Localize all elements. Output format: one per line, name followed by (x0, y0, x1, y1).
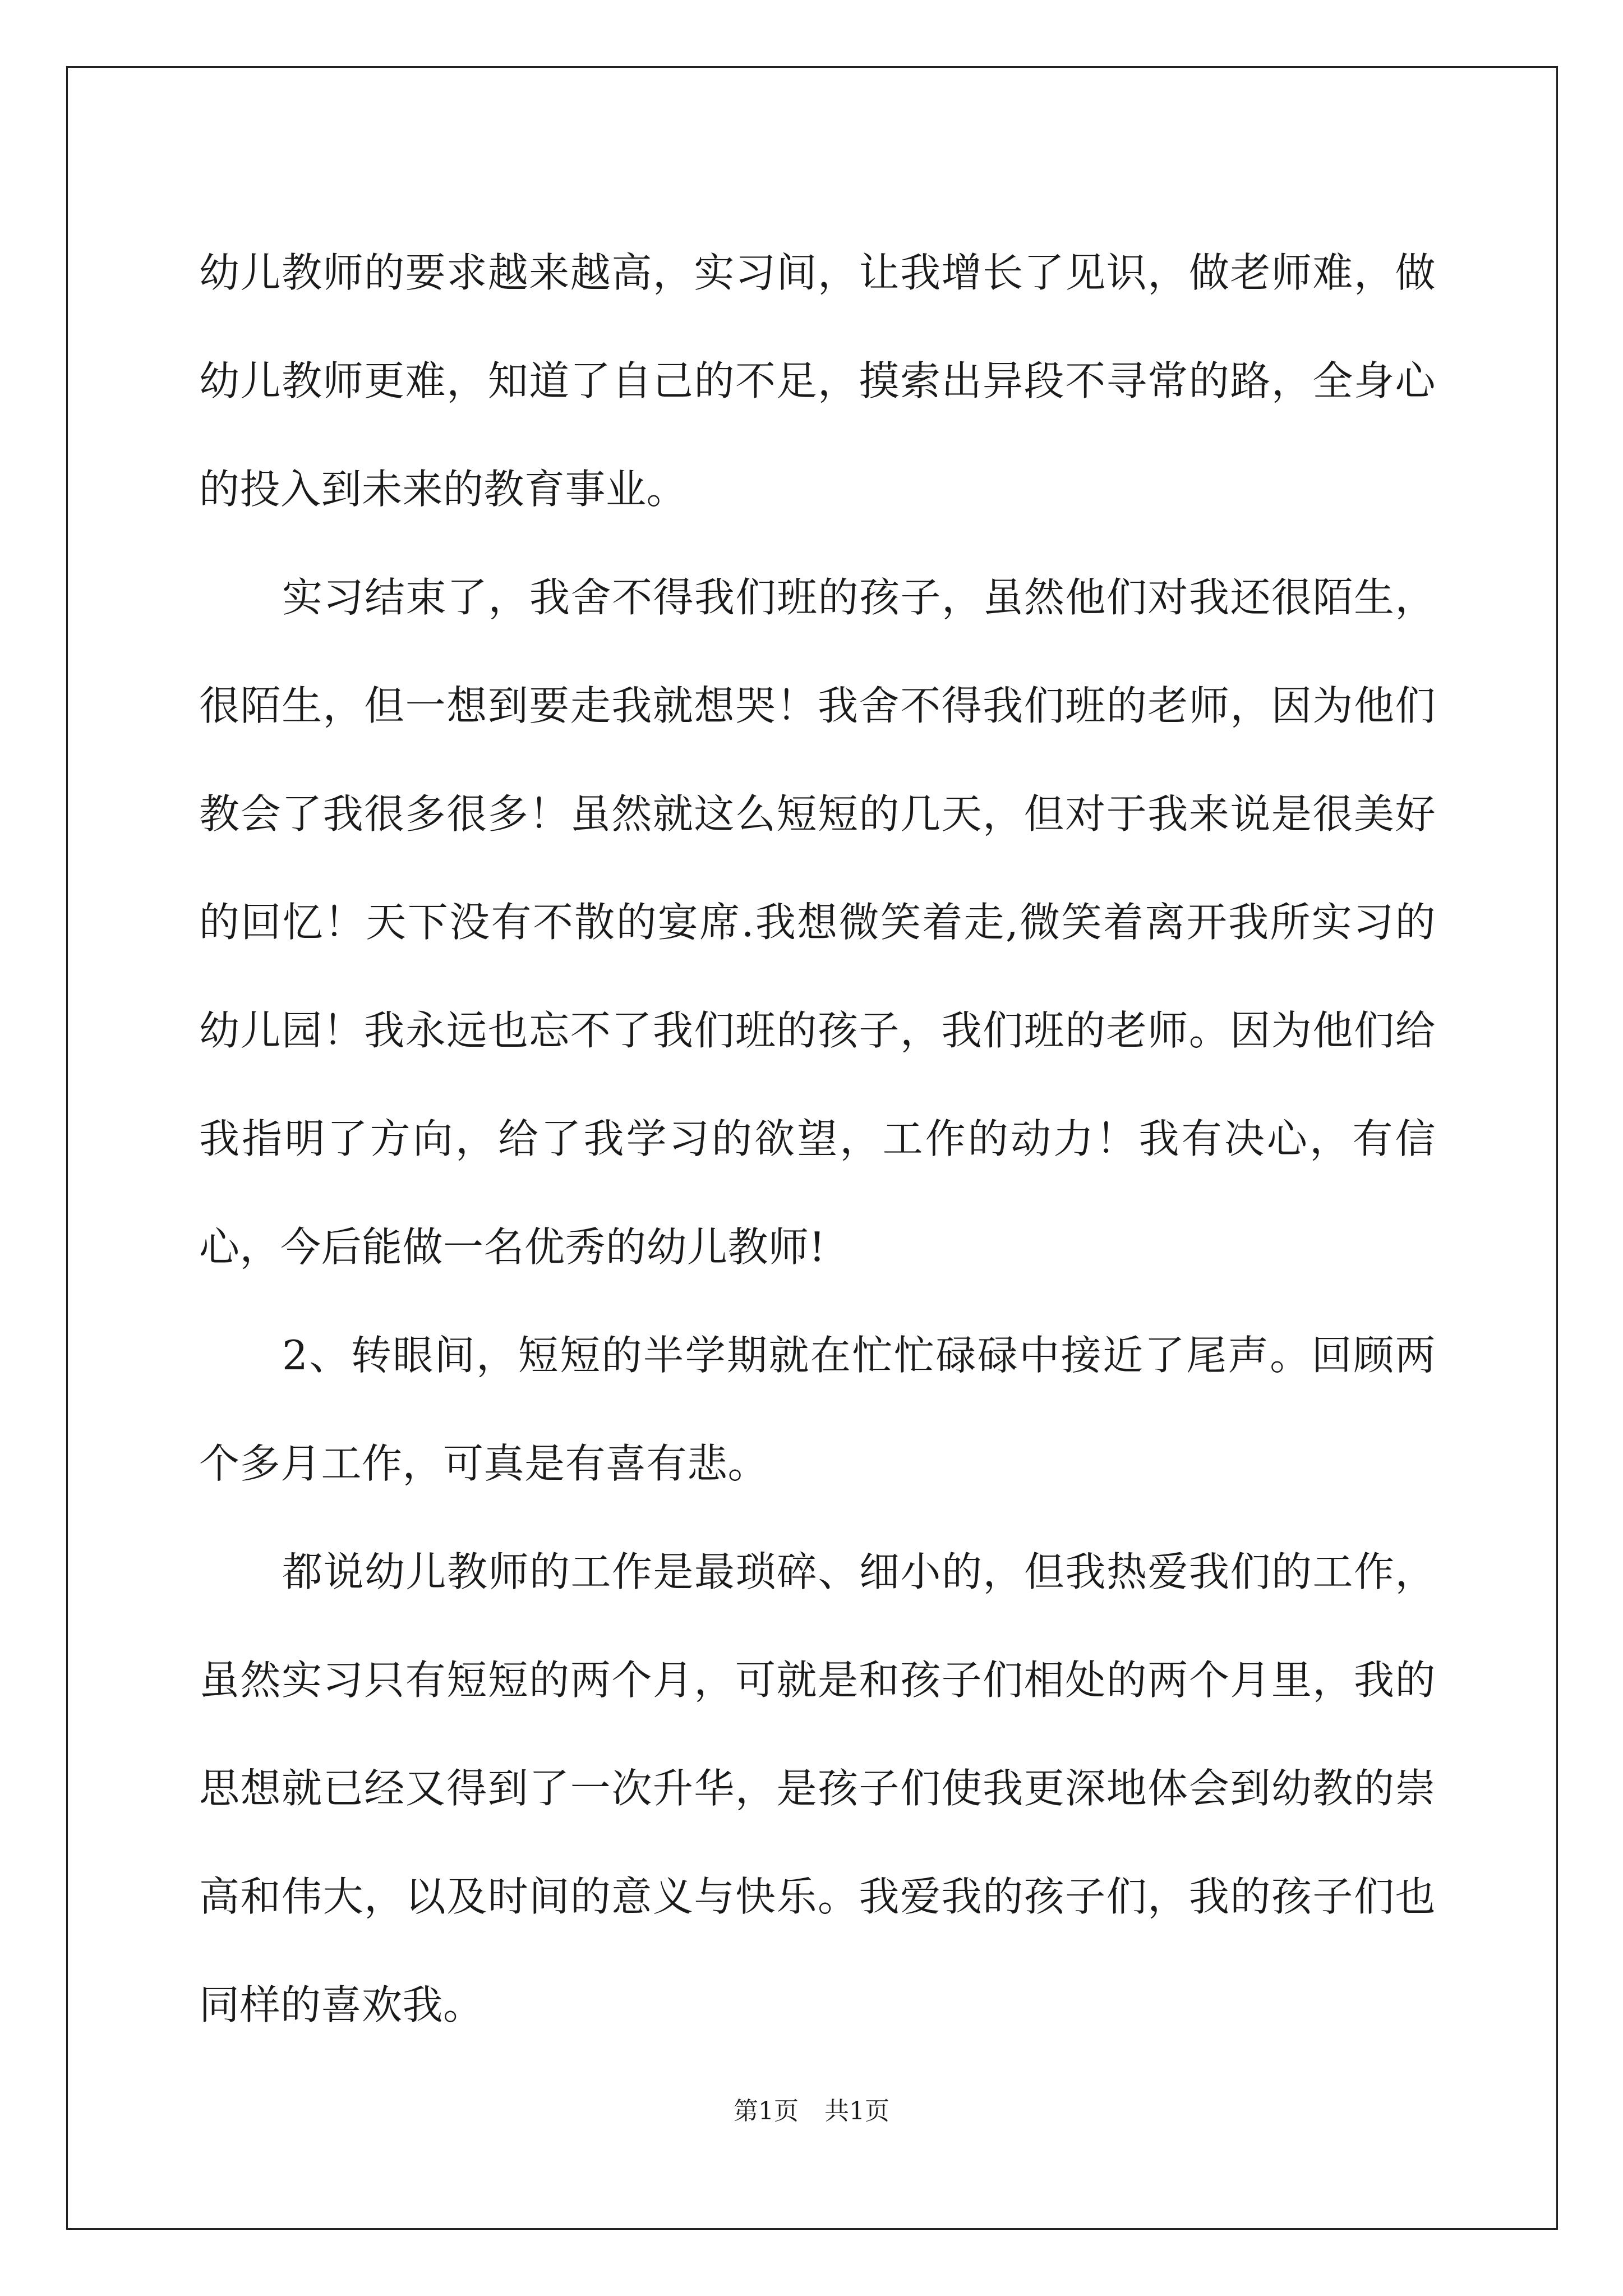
paragraph-1: 幼儿教师的要求越来越高，实习间，让我增长了见识，做老师难，做幼儿教师更难，知道了自己的不足，摸索出异段不寻常的路，全身心的投入到未来的教育事业。 (199, 249, 1436, 513)
page-footer (0, 2091, 1623, 2127)
document-body (199, 219, 1436, 2059)
paragraph-3: 2、转眼间，短短的半学期就在忙忙碌碌中接近了尾声。回顾两个多月工作，可真是有喜有悲。 (199, 1332, 1436, 1487)
page-number: 第1页 (734, 2097, 799, 2125)
page-total: 共1页 (824, 2097, 889, 2125)
paragraph-4: 都说幼儿教师的工作是最琐碎、细小的，但我热爱我们的工作，虽然实习只有短短的两个月，可就是和孩子们相处的两个月里，我的思想就已经又得到了一次升华，是孩子们使我更深地体会到幼教的崇高和伟大，以及时间的意义与快乐。我爱我的孩子们，我的孩子们也同样的喜欢我。 (199, 1548, 1436, 2028)
paragraph-2: 实习结束了，我舍不得我们班的孩子，虽然他们对我还很陌生，很陌生，但一想到要走我就想哭！我舍不得我们班的老师，因为他们教会了我很多很多！虽然就这么短短的几天，但对于我来说是很美好的回忆！天下没有不散的宴席.我想微笑着走,微笑着离开我所实习的幼儿园！我永远也忘不了我们班的孩子，我们班的老师。因为他们给我指明了方向，给了我学习的欲望，工作的动力！我有决心，有信心，今后能做一名优秀的幼儿教师! (199, 574, 1436, 1271)
